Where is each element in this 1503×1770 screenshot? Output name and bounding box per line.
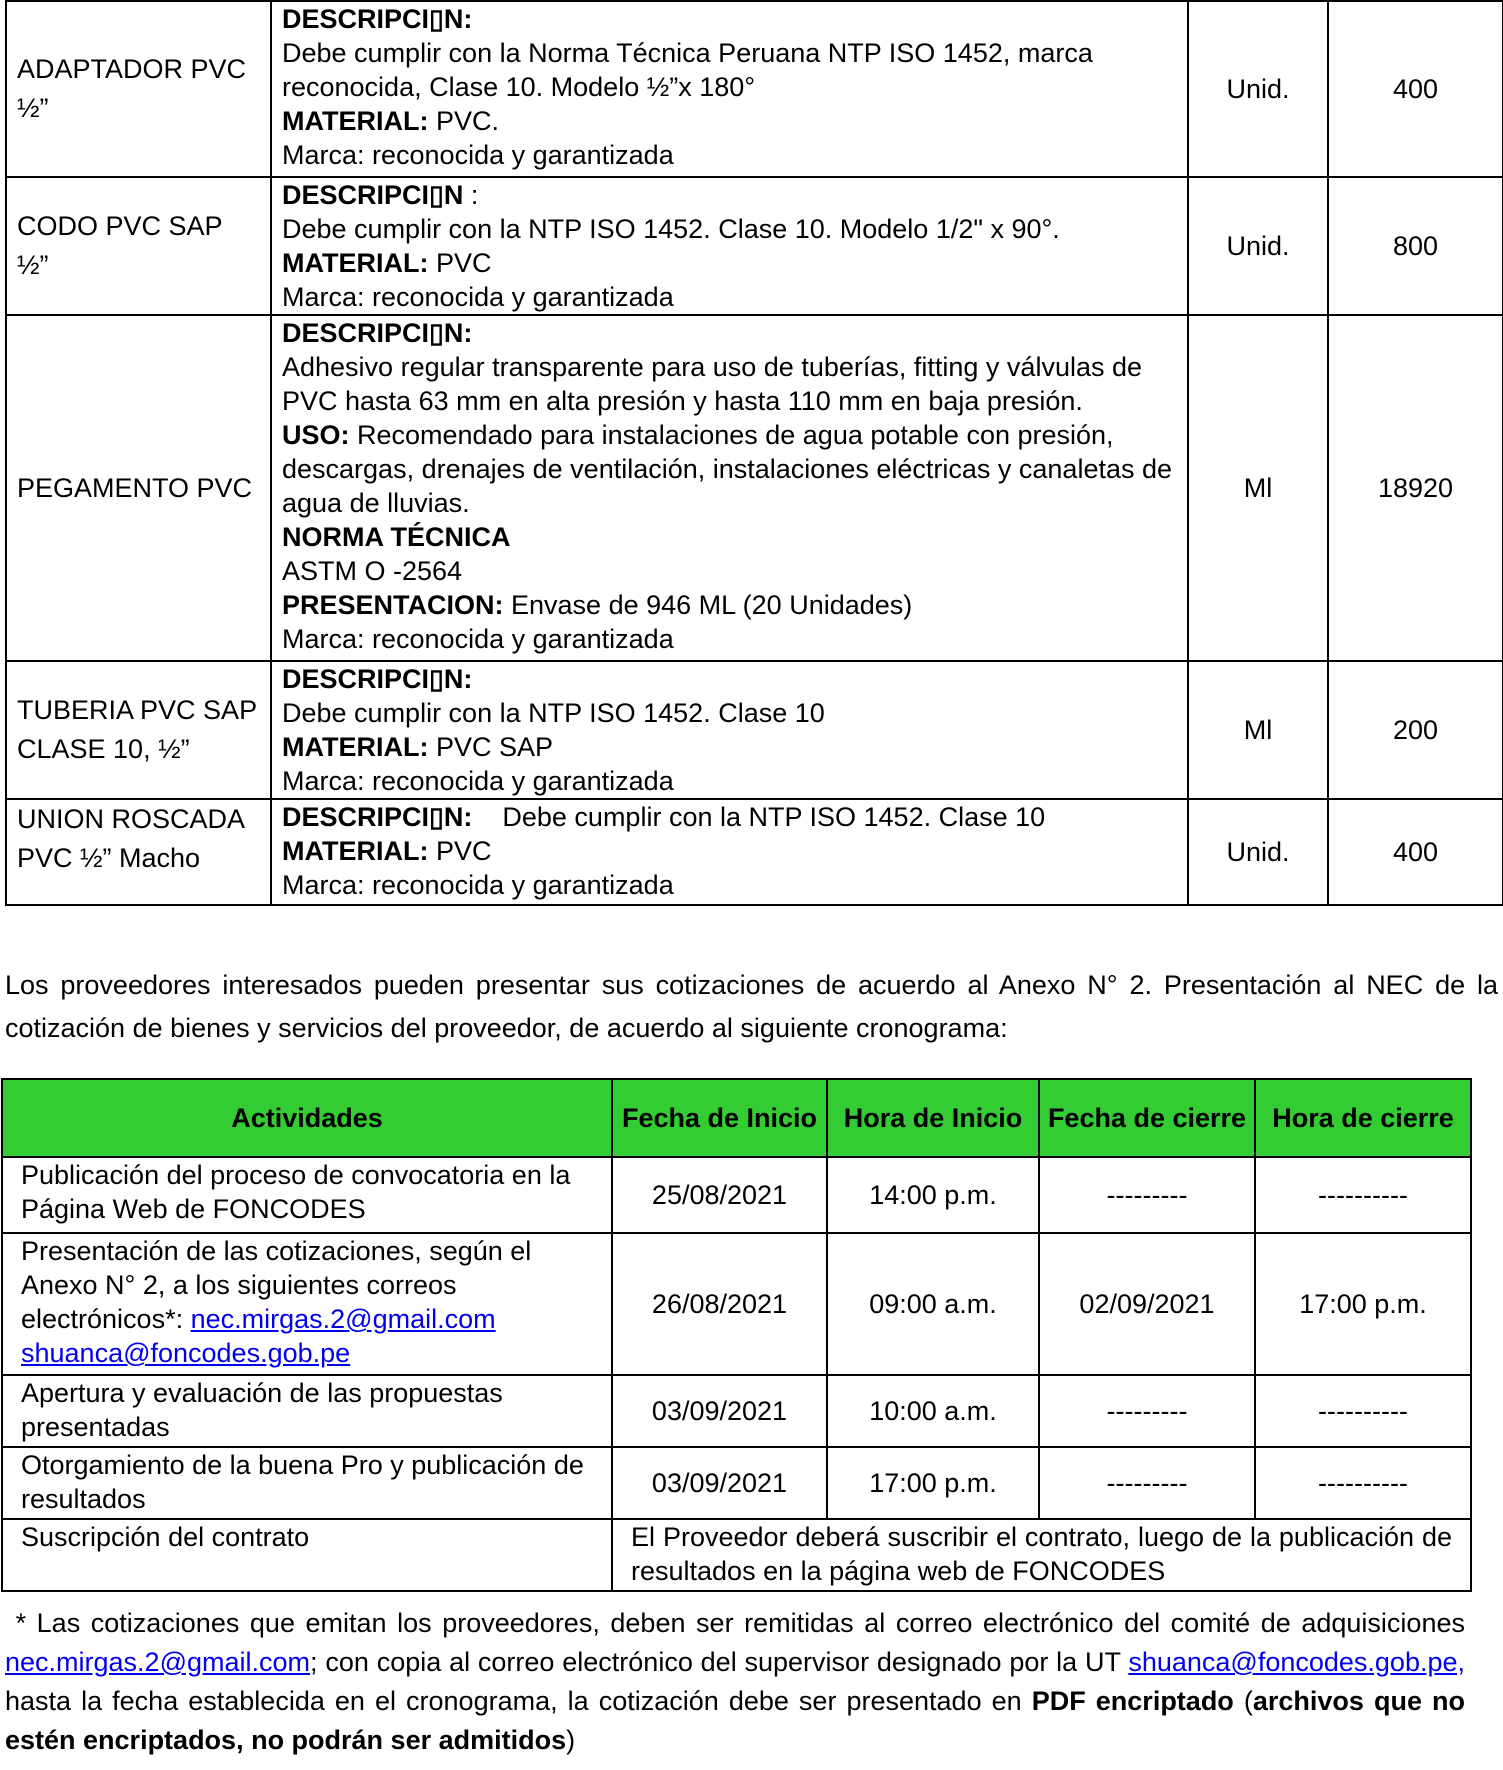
footnote-paragraph <box>5 1604 1473 1760</box>
contract-note-cell: El Proveedor deberá suscribir el contrato, luego de la publicación de resultados en la página web de FONCODES <box>612 1519 1471 1591</box>
end-time-cell: ---------- <box>1255 1375 1471 1447</box>
footnote-text: * Las cotizaciones que emitan los proveedores, deben ser remitidas al correo electrónico del comité de adquisiciones <box>5 1608 1473 1638</box>
material-value: PVC <box>428 248 492 278</box>
end-date-cell: --------- <box>1039 1375 1255 1447</box>
schedule-row <box>2 1157 1471 1233</box>
start-date-cell: 03/09/2021 <box>612 1375 827 1447</box>
product-quantity: 400 <box>1328 799 1503 905</box>
product-unit: Ml <box>1188 661 1328 799</box>
material-label: MATERIAL: <box>282 106 429 136</box>
schedule-row <box>2 1233 1471 1375</box>
header-start-date: Fecha de Inicio <box>612 1079 827 1157</box>
start-time-cell: 17:00 p.m. <box>827 1447 1039 1519</box>
desc-label: DESCRIPCI▯N <box>282 180 464 210</box>
activity-cell: Publicación del proceso de convocatoria en la Página Web de FONCODES <box>2 1157 612 1233</box>
start-time-cell: 14:00 p.m. <box>827 1157 1039 1233</box>
desc-label: DESCRIPCI▯N: <box>282 4 473 34</box>
intro-paragraph: Los proveedores interesados pueden presentar sus cotizaciones de acuerdo al Anexo N° 2. Presentación al NEC de la cotización de bienes y servicios del proveedor, de acuerdo al siguiente cronograma: <box>5 970 1498 1043</box>
desc-label: DESCRIPCI▯N: <box>282 664 473 694</box>
start-time-cell: 09:00 a.m. <box>827 1233 1039 1375</box>
desc-text: Debe cumplir con la NTP ISO 1452. Clase 10 <box>472 802 1046 832</box>
product-description <box>271 315 1188 661</box>
schedule-row <box>2 1519 1471 1591</box>
footnote-text: ; con copia al correo electrónico del supervisor designado por la UT <box>310 1647 1129 1677</box>
start-date-cell: 26/08/2021 <box>612 1233 827 1375</box>
product-name: PEGAMENTO PVC <box>6 315 271 661</box>
product-quantity: 200 <box>1328 661 1503 799</box>
material-label: MATERIAL: <box>282 836 429 866</box>
desc-text: Debe cumplir con la NTP ISO 1452. Clase 10. Modelo 1/2" x 90°. <box>282 214 1060 244</box>
brand-text: Marca: reconocida y garantizada <box>282 140 674 170</box>
desc-text: Debe cumplir con la NTP ISO 1452. Clase 10 <box>282 698 825 728</box>
desc-text: : <box>463 180 479 210</box>
product-unit: Ml <box>1188 315 1328 661</box>
products-table <box>5 0 1503 906</box>
brand-text: Marca: reconocida y garantizada <box>282 624 674 654</box>
product-unit: Unid. <box>1188 1 1328 177</box>
footnote-text: hasta la fecha establecida en el cronograma, la cotización debe ser presentado en <box>5 1686 1032 1716</box>
product-name: UNION ROSCADA PVC ½” Macho <box>6 799 271 905</box>
use-text: Recomendado para instalaciones de agua potable con presión, descargas, drenajes de ventilación, instalaciones eléctricas y canaletas de agua de lluvias. <box>282 420 1173 518</box>
footnote-bold-warning: archivos que no estén encriptados, no podrán ser admitidos <box>5 1686 1465 1755</box>
products-body <box>6 1 1503 905</box>
end-date-cell: --------- <box>1039 1157 1255 1233</box>
presentation-value: Envase de 946 ML (20 Unidades) <box>503 590 913 620</box>
product-quantity: 400 <box>1328 1 1503 177</box>
header-activities: Actividades <box>2 1079 612 1157</box>
brand-text: Marca: reconocida y garantizada <box>282 766 674 796</box>
standard-value: ASTM O -2564 <box>282 556 463 586</box>
footnote-text: ) <box>566 1725 576 1755</box>
start-time-cell: 10:00 a.m. <box>827 1375 1039 1447</box>
email-link-shuanca[interactable]: shuanca@foncodes.gob.pe <box>21 1338 351 1368</box>
brand-text: Marca: reconocida y garantizada <box>282 282 674 312</box>
brand-text: Marca: reconocida y garantizada <box>282 870 674 900</box>
product-description <box>271 177 1188 315</box>
activity-cell: Suscripción del contrato <box>2 1519 612 1591</box>
header-start-time: Hora de Inicio <box>827 1079 1039 1157</box>
product-unit: Unid. <box>1188 177 1328 315</box>
schedule-row <box>2 1447 1471 1519</box>
product-row <box>6 661 1503 799</box>
use-label: USO: <box>282 420 350 450</box>
desc-label: DESCRIPCI▯N: <box>282 318 473 348</box>
schedule-header-row <box>2 1079 1471 1157</box>
start-date-cell: 03/09/2021 <box>612 1447 827 1519</box>
end-time-cell: ---------- <box>1255 1157 1471 1233</box>
footnote-bold-pdf: PDF encriptado <box>1031 1686 1234 1716</box>
product-description <box>271 1 1188 177</box>
email-link-nec[interactable]: nec.mirgas.2@gmail.com <box>190 1304 496 1334</box>
end-time-cell: 17:00 p.m. <box>1255 1233 1471 1375</box>
product-description <box>271 661 1188 799</box>
activity-cell: Apertura y evaluación de las propuestas presentadas <box>2 1375 612 1447</box>
schedule-row <box>2 1375 1471 1447</box>
start-date-cell: 25/08/2021 <box>612 1157 827 1233</box>
product-row <box>6 177 1503 315</box>
standard-label: NORMA TÉCNICA <box>282 522 511 552</box>
desc-text: Adhesivo regular transparente para uso de tuberías, fitting y válvulas de PVC hasta 63 mm en alta presión y hasta 110 mm en baja presión. <box>282 352 1143 416</box>
product-name: ADAPTADOR PVC ½” <box>6 1 271 177</box>
product-name: CODO PVC SAP ½” <box>6 177 271 315</box>
product-row <box>6 1 1503 177</box>
material-value: PVC SAP <box>428 732 554 762</box>
activity-cell <box>2 1233 612 1375</box>
product-row <box>6 799 1503 905</box>
schedule-table <box>1 1078 1472 1592</box>
desc-label: DESCRIPCI▯N: <box>282 802 473 832</box>
footnote-text: ( <box>1233 1686 1253 1716</box>
material-value: PVC. <box>428 106 500 136</box>
material-label: MATERIAL: <box>282 732 429 762</box>
header-end-time: Hora de cierre <box>1255 1079 1471 1157</box>
product-quantity: 18920 <box>1328 315 1503 661</box>
product-unit: Unid. <box>1188 799 1328 905</box>
footnote-email-nec[interactable]: nec.mirgas.2@gmail.com <box>5 1647 311 1677</box>
product-description <box>271 799 1188 905</box>
header-end-date: Fecha de cierre <box>1039 1079 1255 1157</box>
product-name: TUBERIA PVC SAP CLASE 10, ½” <box>6 661 271 799</box>
end-date-cell: --------- <box>1039 1447 1255 1519</box>
material-value: PVC <box>428 836 492 866</box>
end-time-cell: ---------- <box>1255 1447 1471 1519</box>
activity-text: Presentación de las cotizaciones, según el Anexo N° 2, a los siguientes correos electrónicos*: <box>21 1236 532 1334</box>
footnote-email-shuanca[interactable]: shuanca@foncodes.gob.pe, <box>1128 1647 1465 1677</box>
presentation-label: PRESENTACION: <box>282 590 504 620</box>
product-quantity: 800 <box>1328 177 1503 315</box>
desc-text: Debe cumplir con la Norma Técnica Peruana NTP ISO 1452, marca reconocida, Clase 10. Modelo ½”x 180° <box>282 38 1093 102</box>
end-date-cell: 02/09/2021 <box>1039 1233 1255 1375</box>
material-label: MATERIAL: <box>282 248 429 278</box>
activity-cell: Otorgamiento de la buena Pro y publicación de resultados <box>2 1447 612 1519</box>
product-row <box>6 315 1503 661</box>
